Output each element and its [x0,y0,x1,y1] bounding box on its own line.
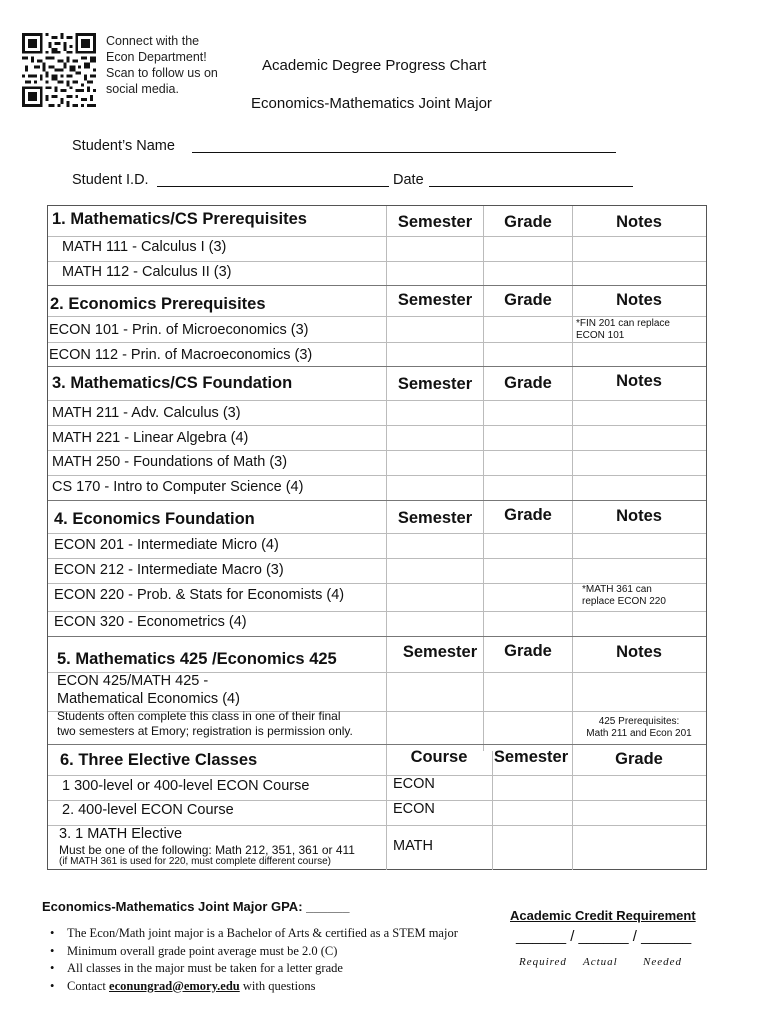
student-id-label: Student I.D. [72,172,149,188]
contact-prefix: Contact [67,978,110,993]
row-divider [48,533,706,534]
row-divider [48,450,706,451]
column-header-notes: Notes [616,507,662,525]
credit-requirement-line: ______ / ______ / ______ [516,928,692,945]
note-line: replace ECON 220 [582,596,666,607]
bullet-item [48,978,458,996]
info-line: Students often complete this class in one of their final [57,709,341,723]
info-line: two semesters at Emory; registration is permission only. [57,724,353,738]
note-line: ECON 101 [576,330,625,341]
connect-line: Econ Department! [106,50,207,64]
column-header-notes: Notes [616,291,662,309]
note-line: *MATH 361 can [582,584,652,595]
section-title-math-cs-foundation: 3. Mathematics/CS Foundation [52,374,293,392]
bullet-item: • The Econ/Math joint major is a Bachelor of Arts & certified as a STEM major [48,925,458,943]
section-title-math-cs-prerequisites: 1. Mathematics/CS Prerequisites [52,210,307,228]
date-label: Date [393,172,424,188]
qr-code-icon[interactable] [22,33,96,107]
row-divider [48,316,706,317]
connect-line: Connect with the [106,34,200,48]
column-header-grade: Grade [615,750,663,768]
column-header-grade: Grade [504,374,552,392]
column-header-course: Course [410,748,468,766]
note-line: Math 211 and Econ 201 [586,728,692,739]
note-text [582,584,666,608]
elective-course-value: ECON [393,776,435,792]
math-elective-note-2: (if MATH 361 is used for 220, must complete different course) [59,856,331,867]
bullet-item: • Minimum overall grade point average must be 2.0 (C) [48,943,458,961]
row-divider [48,800,706,801]
note-text [576,318,670,342]
course-row: ECON 112 - Prin. of Macroeconomics (3) [49,347,313,363]
student-id-field[interactable] [157,186,389,187]
elective-row: 2. 400-level ECON Course [62,802,234,818]
column-header-semester: Semester [493,748,569,766]
math-elective-note: Must be one of the following: Math 212, 351, 361 or 411 [59,843,355,857]
note-text [572,716,706,740]
column-header-notes: Notes [616,213,662,231]
elective-course-value: ECON [393,801,435,817]
note-line: *FIN 201 can replace [576,318,670,329]
connect-line: social media. [106,82,179,96]
row-divider [48,236,706,237]
section-divider [48,744,706,745]
column-header-grade: Grade [504,213,552,231]
row-divider [48,775,706,776]
course-line: ECON 425/MATH 425 - [57,673,209,689]
course-row: MATH 221 - Linear Algebra (4) [52,430,249,446]
column-divider [572,206,573,751]
course-row [57,672,240,708]
section-title-elective-classes: 6. Three Elective Classes [60,751,258,769]
section-title-economics-foundation: 4. Economics Foundation [54,510,255,528]
gpa-line: Economics-Mathematics Joint Major GPA: ______ [42,899,350,914]
section-divider [48,366,706,367]
course-row: ECON 212 - Intermediate Macro (3) [54,562,284,578]
section-divider [48,500,706,501]
column-header-semester: Semester [397,375,473,393]
elective-row: 1 300-level or 400-level ECON Course [62,778,310,794]
bullet-item: • All classes in the major must be taken for a letter grade [48,960,458,978]
section-divider [48,636,706,637]
connect-line: Scan to follow us on [106,66,218,80]
row-divider [48,400,706,401]
section-divider [48,285,706,286]
row-divider [48,342,706,343]
row-divider [48,611,706,612]
note-line: 425 Prerequisites: [598,716,680,727]
column-header-semester: Semester [397,509,473,527]
column-divider [492,751,493,870]
credit-label-required: Required [519,956,567,968]
date-field[interactable] [429,186,633,187]
row-divider [48,425,706,426]
course-row: MATH 250 - Foundations of Math (3) [52,454,288,470]
credit-requirement-title: Academic Credit Requirement [510,908,696,923]
course-row: ECON 320 - Econometrics (4) [54,614,247,630]
course-row: MATH 111 - Calculus I (3) [62,239,227,255]
column-header-semester: Semester [397,213,473,231]
course-row: ECON 220 - Prob. & Stats for Economists (4) [54,587,345,603]
row-divider [48,475,706,476]
course-info [57,709,353,739]
course-row: ECON 201 - Intermediate Micro (4) [54,537,279,553]
course-line: Mathematical Economics (4) [57,691,240,707]
section-title-economics-prerequisites: 2. Economics Prerequisites [50,295,266,313]
row-divider [48,261,706,262]
connect-text [106,33,246,97]
page-title: Academic Degree Progress Chart [262,57,487,74]
course-row: MATH 112 - Calculus II (3) [62,264,232,280]
info-bullets [48,925,458,995]
elective-course-value: MATH [393,838,434,854]
column-header-notes: Notes [616,643,662,661]
credit-label-needed: Needed [643,956,682,968]
course-row: CS 170 - Intro to Computer Science (4) [52,479,304,495]
page-subtitle: Economics-Mathematics Joint Major [251,95,492,112]
column-divider [483,206,484,751]
contact-suffix: with questions [239,978,316,993]
column-divider [386,206,387,751]
contact-email-link[interactable]: econungrad@emory.edu [109,978,240,993]
elective-row: 3. 1 MATH Elective [59,826,183,842]
column-header-semester: Semester [402,643,478,661]
student-name-label: Student’s Name [72,138,175,154]
column-header-grade: Grade [504,291,552,309]
course-row: ECON 101 - Prin. of Microeconomics (3) [49,322,309,338]
column-header-semester: Semester [397,291,473,309]
column-header-notes: Notes [616,372,662,390]
column-header-grade: Grade [504,642,552,660]
course-row: MATH 211 - Adv. Calculus (3) [52,405,241,421]
student-name-field[interactable] [192,152,616,153]
column-divider [386,751,387,870]
row-divider [48,558,706,559]
credit-label-actual: Actual [583,956,618,968]
section-title-math-425-econ-425: 5. Mathematics 425 /Economics 425 [57,650,337,668]
column-header-grade: Grade [504,506,552,524]
